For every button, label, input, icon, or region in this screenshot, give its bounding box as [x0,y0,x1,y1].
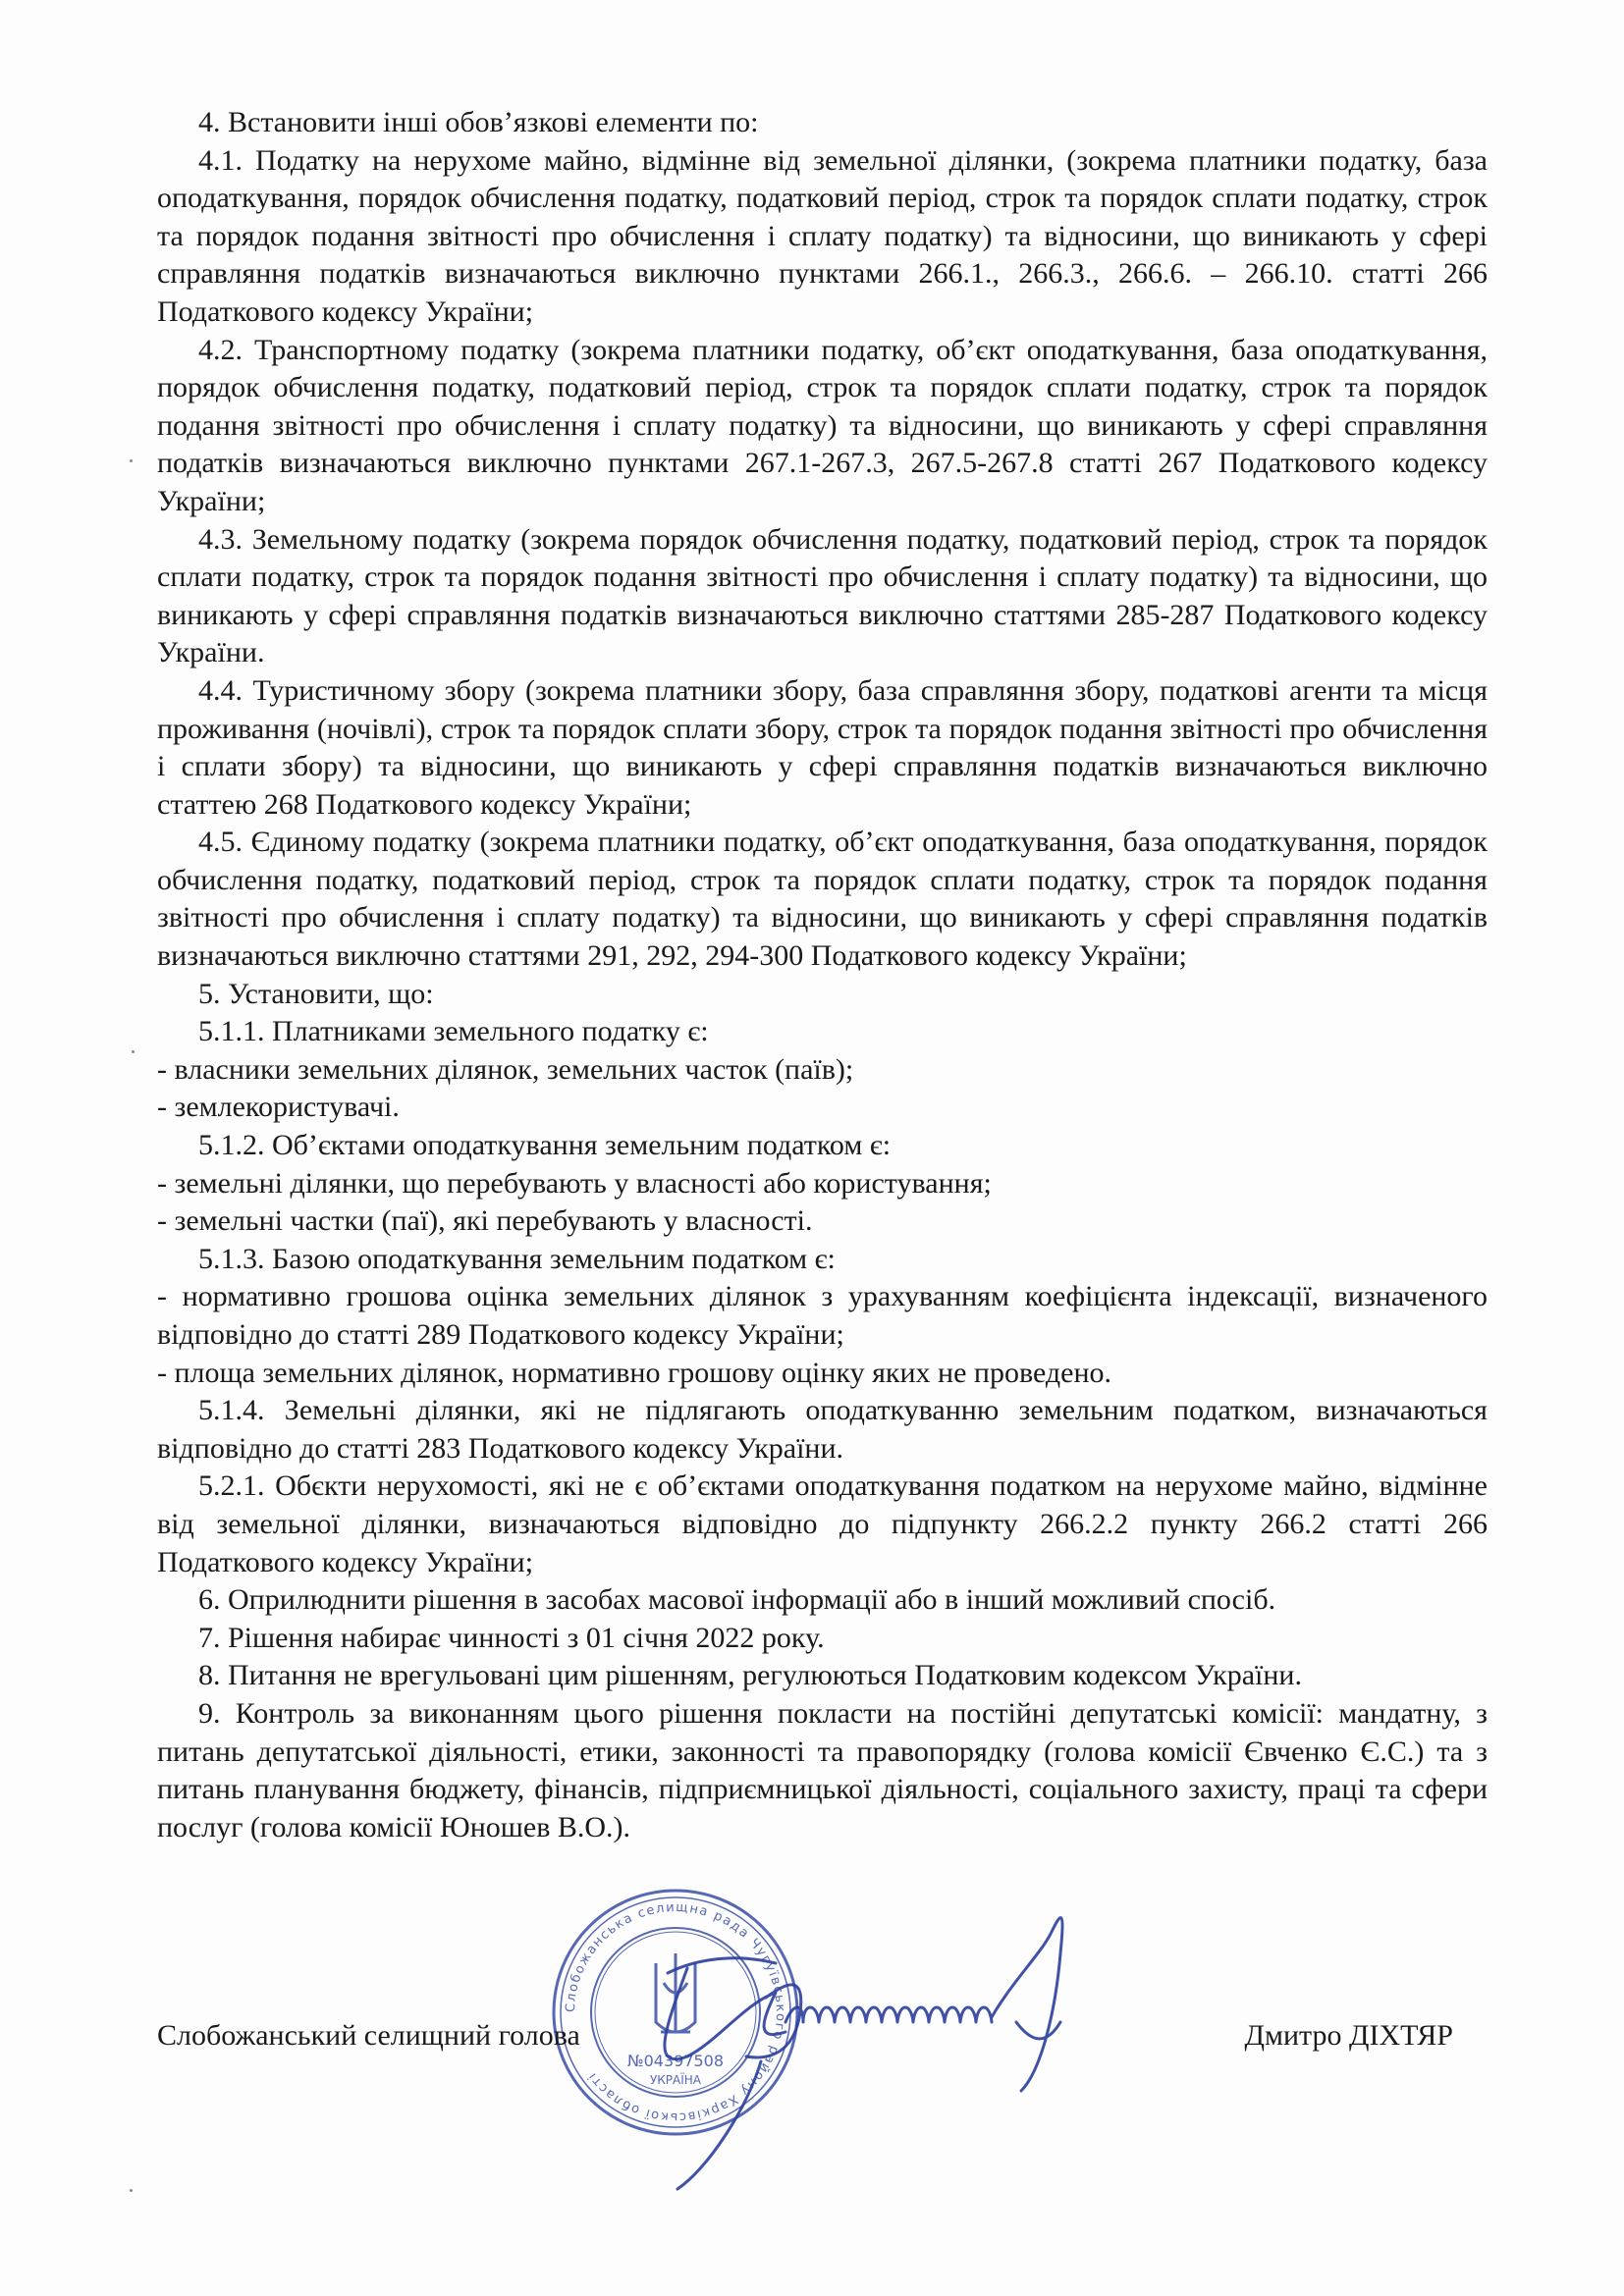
paragraph-5-2-1: 5.2.1. Обєкти нерухомості, які не є об’єктами оподаткування податком на нерухоме майно, відмінне від земельної ділянки, визначаються відповідно до підпункту 266.2.2 пункту 266.2 статті 266 Податкового кодексу України; [157,1469,1488,1578]
scan-speck [130,2189,133,2192]
paragraph-5: 5. Установити, що: [198,977,434,1010]
scan-speck [132,1050,135,1053]
list-item: - нормативно грошова оцінка земельних ділянок з урахуванням коефіцієнта індексації, визначеного відповідно до статті 289 Податкового кодексу України; [157,1280,1488,1351]
list-item: - земельні частки (паї), які перебувають у власності. [157,1204,813,1238]
paragraph-4: 4. Встановити інші обов’язкові елементи по: [198,106,759,138]
signatory-name: Дмитро ДІХТЯР [1244,2019,1453,2052]
handwritten-signature [628,1875,1139,2199]
paragraph-4-4: 4.4. Туристичному збору (зокрема платники збору, база справляння збору, податкові агенти та місця проживання (ночівлі), строк та порядок сплати збору, строк та порядок подання звітності про обчислення і сплати збору) та відносини, що виникають у сфері справляння податків визначаються виключно статтею 268 Податкового кодексу України; [157,673,1488,821]
scan-speck [130,459,133,462]
list-item: - площа земельних ділянок, нормативно грошову оцінку яких не проведено. [157,1356,1111,1389]
paragraph-6: 6. Оприлюднити рішення в засобах масової інформації або в інший можливий спосіб. [198,1583,1276,1617]
list-item: - землекористувачі. [157,1091,400,1124]
paragraph-4-5: 4.5. Єдиному податку (зокрема платники податку, об’єкт оподаткування, база оподаткування, порядок обчислення податку, податковий період, строк та порядок сплати податку, строк та порядок подання звітності про обчислення і сплату податку) та відносини, що виникають у сфері справляння податків визначаються виключно статтями 291, 292, 294-300 Податкового кодексу України; [157,826,1488,973]
paragraph-4-1: 4.1. Податку на нерухоме майно, відмінне від земельної ділянки, (зокрема платники податку, база оподаткування, порядок обчислення податку, податковий період, строк та порядок сплати податку, строк та порядок подання звітності про обчислення і сплату податку) та відносини, що виникають у сфері справляння податків визначаються виключно пунктами 266.1., 266.3., 266.6. – 266.10. статті 266 Податкового кодексу України; [157,143,1488,328]
paragraph-5-1-2: 5.1.2. Об’єктами оподаткування земельним податком є: [198,1129,892,1162]
stamp-ring-text: Слобожанська селищна рада Чугуївського району Харківської області [563,1899,788,2125]
stamp-country: УКРАЇНА [649,2073,702,2087]
paragraph-5-1-3: 5.1.3. Базою оподаткування земельним податком є: [198,1242,836,1275]
paragraph-4-2: 4.2. Транспортному податку (зокрема платники податку, об’єкт оподаткування, база оподаткування, порядок обчислення податку, податковий період, строк та порядок сплати податку, строк та порядок подання звітності про обчислення і сплату податку) та відносини, що виникають у сфері справляння податків визначаються виключно пунктами 267.1-267.3, 267.5-267.8 статті 267 Податкового кодексу України; [157,333,1488,517]
paragraph-9: 9. Контроль за виконанням цього рішення покласти на постійні депутатські комісії: мандатну, з питань депутатської діяльності, етики, законності та правопорядку (голова комісії Євченко Є.С.) та з питань планування бюджету, фінансів, підприємницької діяльності, соціального захисту, праці та сфери послуг (голова комісії Юношев В.О.). [157,1696,1488,1843]
paragraph-5-1-4: 5.1.4. Земельні ділянки, які не підлягають оподаткуванню земельним податком, визначаються відповідно до статті 283 Податкового кодексу України. [157,1394,1488,1465]
list-item: - власники земельних ділянок, земельних часток (паїв); [157,1052,854,1086]
list-item: - земельні ділянки, що перебувають у власності або користування; [157,1166,992,1200]
paragraph-8: 8. Питання не врегульовані цим рішенням, регулюються Податковим кодексом України. [198,1659,1302,1692]
stamp-code: №04397508 [626,2052,725,2070]
paragraph-5-1-1: 5.1.1. Платниками земельного податку є: [198,1015,709,1048]
document-body [157,104,1488,1846]
signatory-title: Слобожанський селищний голова [157,2019,580,2052]
paragraph-4-3: 4.3. Земельному податку (зокрема порядок обчислення податку, податковий період, строк та порядок сплати податку, строк та порядок подання звітності про обчислення і сплату податку) та відносини, що виникають у сфері справляння податків визначаються виключно статтями 285-287 Податкового кодексу України. [157,522,1488,669]
paragraph-7: 7. Рішення набирає чинності з 01 січня 2022 року. [198,1621,825,1654]
